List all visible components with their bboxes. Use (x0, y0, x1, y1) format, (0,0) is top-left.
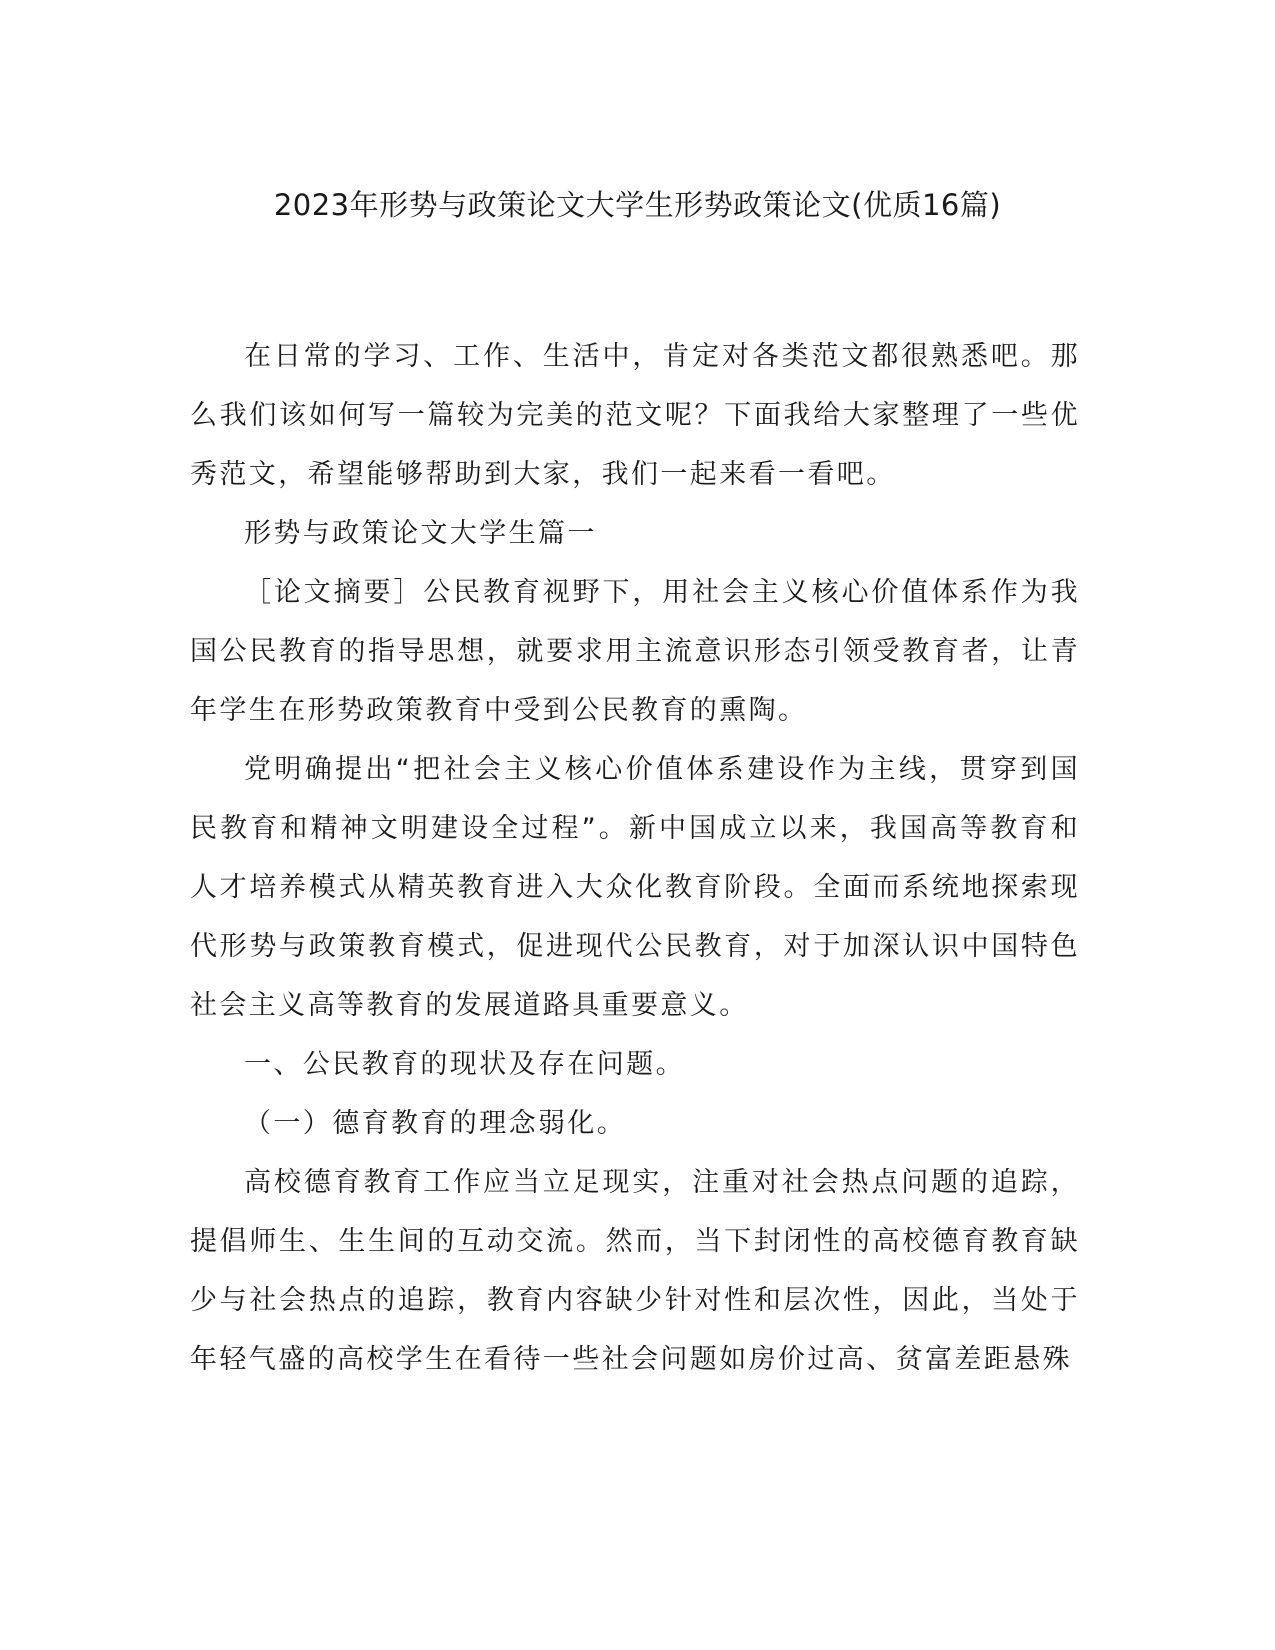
paragraph-body: 党明确提出“把社会主义核心价值体系建设作为主线，贯穿到国民教育和精神文明建设全过程”。新中国成立以来，我国高等教育和人才培养模式从精英教育进入大众化教育阶段。全面而系统地探索现代形势与政策教育模式，促进现代公民教育，对于加深认识中国特色社会主义高等教育的发展道路具重要意义。 (190, 754, 1080, 1021)
subheading: 一、公民教育的现状及存在问题。 (244, 1049, 685, 1080)
document-title: 2023年形势与政策论文大学生形势政策论文(优质16篇) (273, 188, 1002, 222)
paragraph-intro: 在日常的学习、工作、生活中，肯定对各类范文都很熟悉吧。那么我们该如何写一篇较为完美的范文呢？下面我给大家整理了一些优秀范文，希望能够帮助到大家，我们一起来看一看吧。 (190, 341, 1080, 490)
paragraph-abstract: ［论文摘要］公民教育视野下，用社会主义核心价值体系作为我国公民教育的指导思想，就要求用主流意识形态引领受教育者，让青年学生在形势政策教育中受到公民教育的熏陶。 (190, 577, 1080, 726)
paragraph-body: 高校德育教育工作应当立足现实，注重对社会热点问题的追踪，提倡师生、生生间的互动交流。然而，当下封闭性的高校德育教育缺少与社会热点的追踪，教育内容缺少针对性和层次性，因此，当处于年轻气盛的高校学生在看待一些社会问题如房价过高、贫富差距悬殊 (190, 1167, 1080, 1375)
section-heading: 形势与政策论文大学生篇一 (244, 518, 597, 549)
subheading: （一）德育教育的理念弱化。 (244, 1108, 627, 1139)
document-body (190, 327, 1080, 1389)
